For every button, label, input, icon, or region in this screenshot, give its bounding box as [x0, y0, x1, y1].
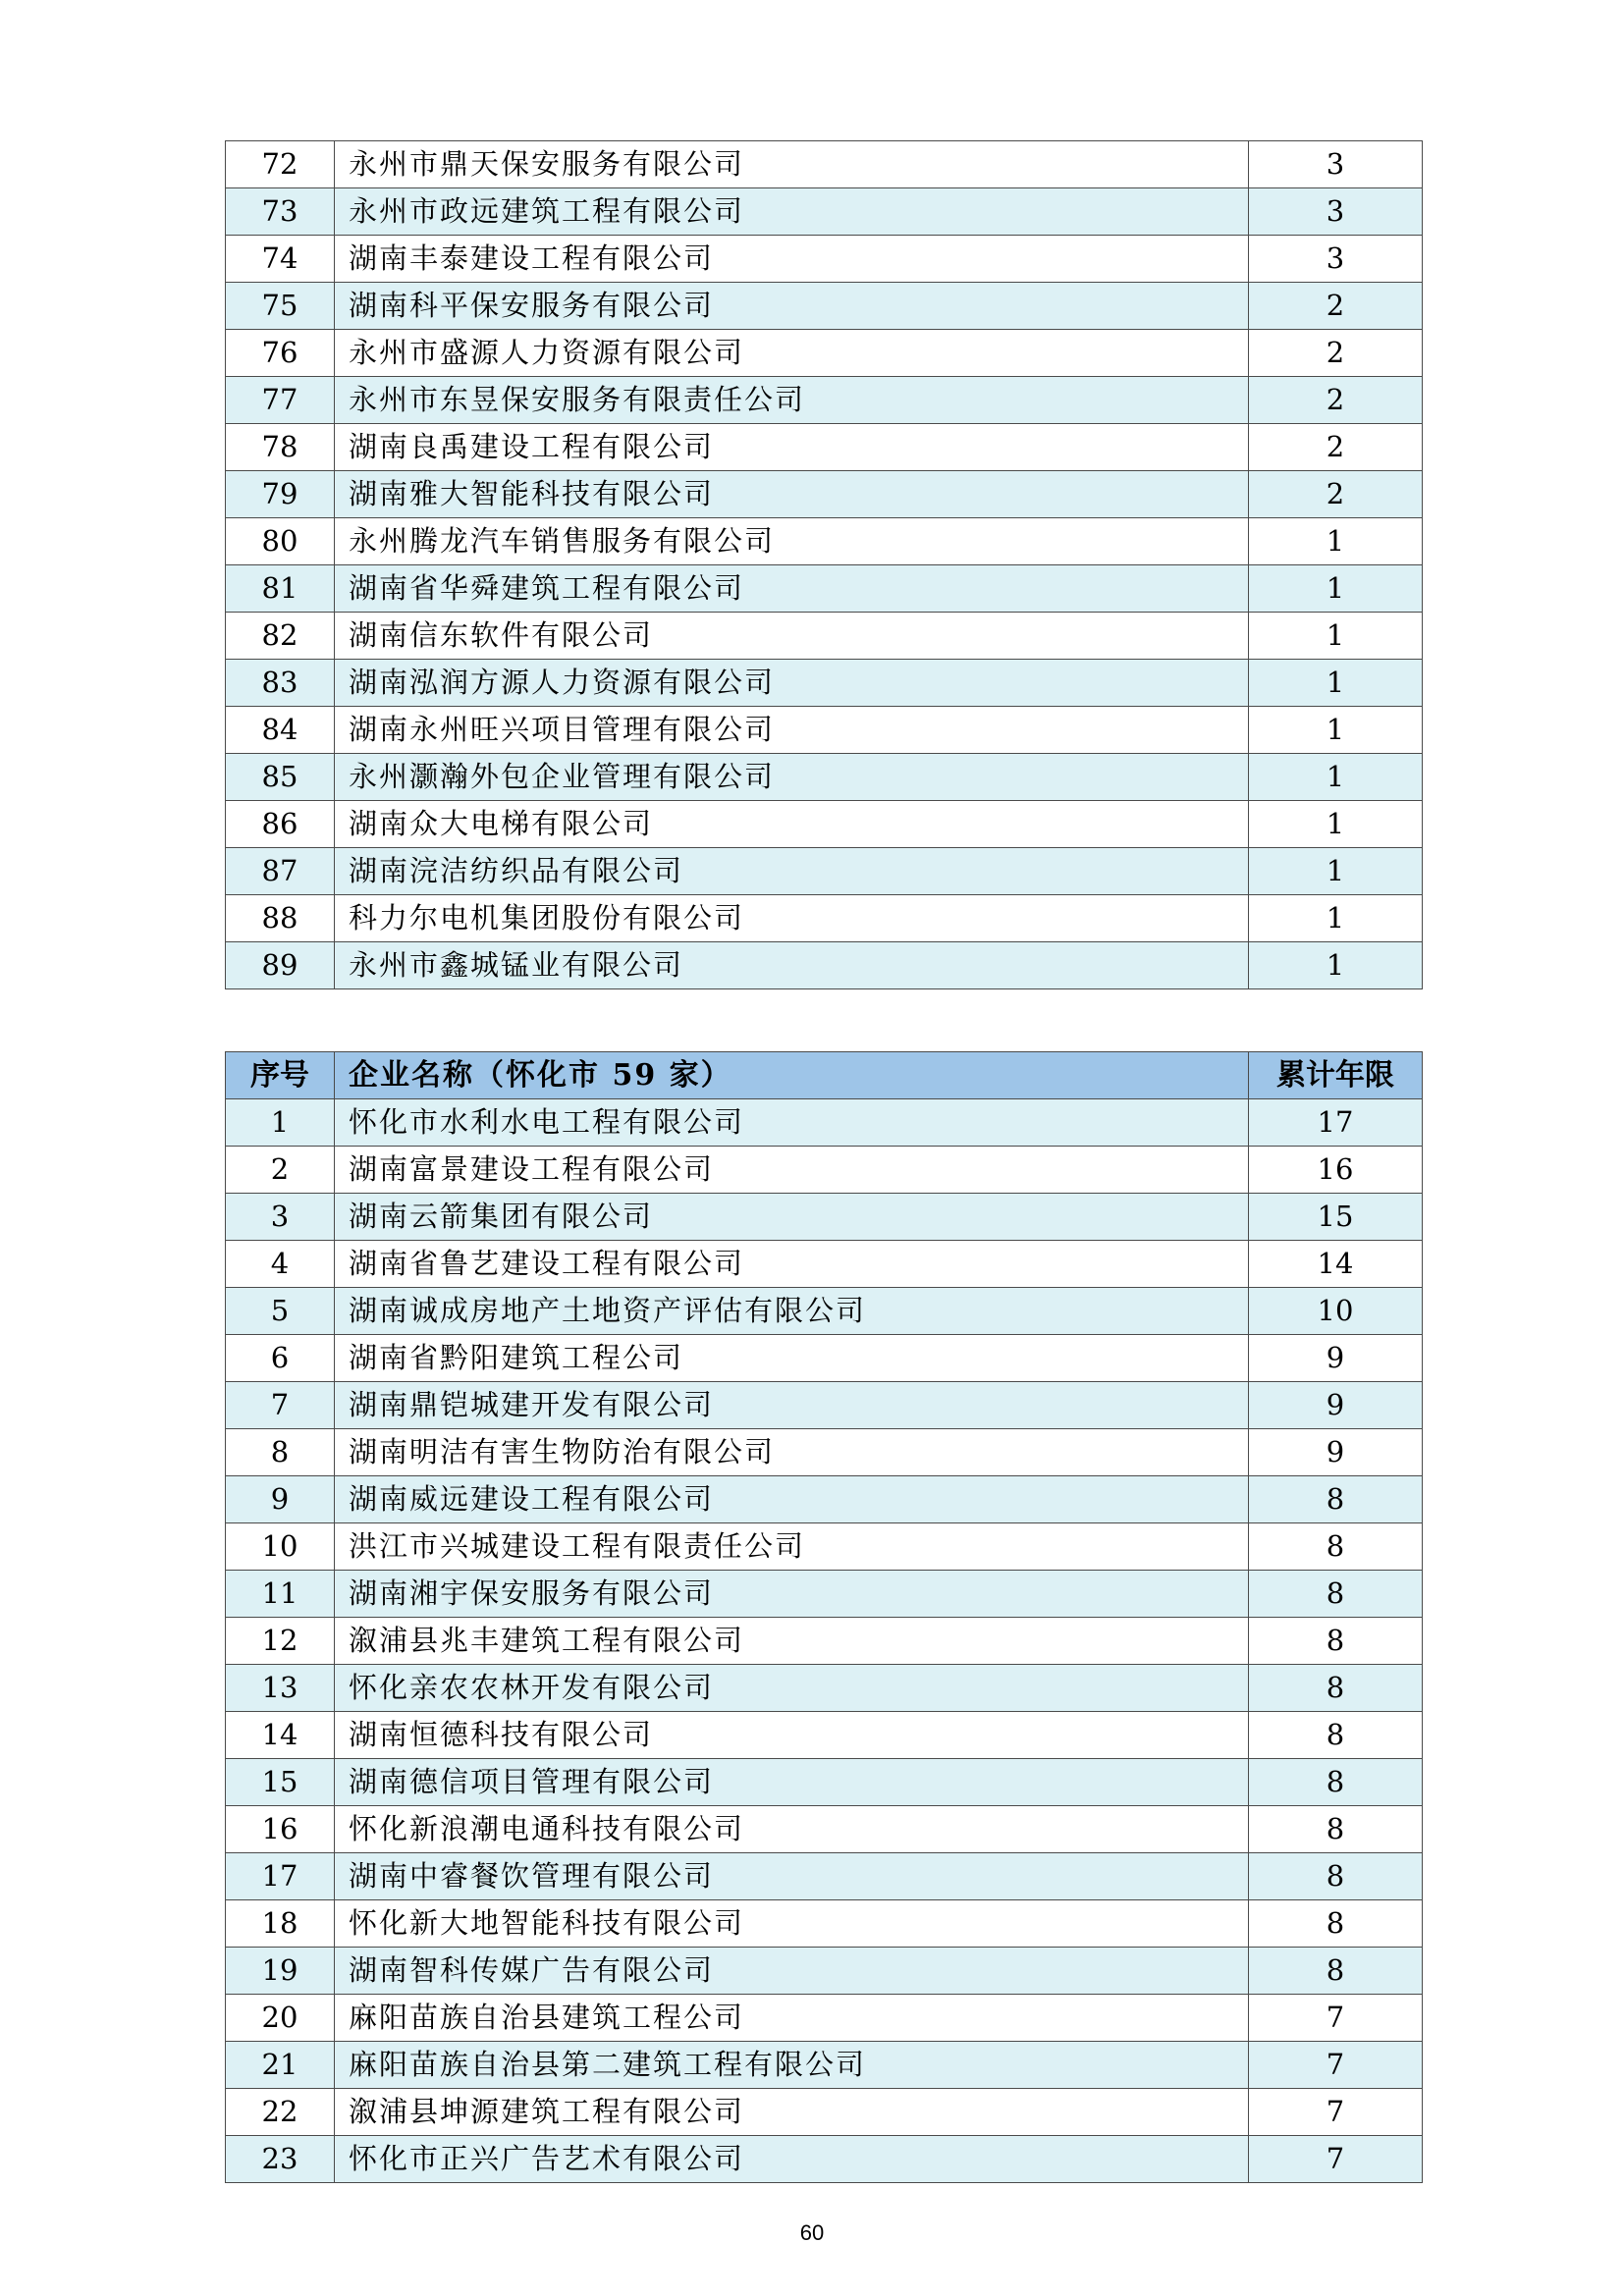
cell-company-name: 湖南永州旺兴项目管理有限公司 [335, 707, 1249, 754]
cell-company-name: 湖南泓润方源人力资源有限公司 [335, 660, 1249, 707]
company-table-yongzhou [225, 140, 1423, 989]
cell-company-name: 麻阳苗族自治县第二建筑工程有限公司 [335, 2042, 1249, 2089]
cell-company-name: 永州市盛源人力资源有限公司 [335, 330, 1249, 377]
cell-serial-number: 85 [226, 754, 335, 801]
cell-serial-number: 12 [226, 1618, 335, 1665]
table-row [226, 613, 1423, 660]
cell-company-name: 湖南丰泰建设工程有限公司 [335, 236, 1249, 283]
cell-cumulative-years: 1 [1249, 613, 1423, 660]
cell-serial-number: 23 [226, 2136, 335, 2183]
table-row [226, 1948, 1423, 1995]
cell-cumulative-years: 1 [1249, 754, 1423, 801]
cell-cumulative-years: 7 [1249, 2089, 1423, 2136]
cell-cumulative-years: 16 [1249, 1147, 1423, 1194]
cell-serial-number: 81 [226, 565, 335, 613]
table-row [226, 1288, 1423, 1335]
table-header-row [226, 1052, 1423, 1099]
table-row [226, 188, 1423, 236]
cell-cumulative-years: 8 [1249, 1476, 1423, 1523]
cell-serial-number: 87 [226, 848, 335, 895]
table-row [226, 377, 1423, 424]
table-row [226, 1335, 1423, 1382]
cell-company-name: 怀化亲农农林开发有限公司 [335, 1665, 1249, 1712]
table-row [226, 424, 1423, 471]
cell-company-name: 湖南良禹建设工程有限公司 [335, 424, 1249, 471]
cell-company-name: 永州市鑫城锰业有限公司 [335, 942, 1249, 989]
cell-serial-number: 2 [226, 1147, 335, 1194]
cell-company-name: 湖南德信项目管理有限公司 [335, 1759, 1249, 1806]
cell-company-name: 洪江市兴城建设工程有限责任公司 [335, 1523, 1249, 1571]
cell-cumulative-years: 8 [1249, 1712, 1423, 1759]
cell-company-name: 溆浦县坤源建筑工程有限公司 [335, 2089, 1249, 2136]
cell-cumulative-years: 15 [1249, 1194, 1423, 1241]
cell-company-name: 科力尔电机集团股份有限公司 [335, 895, 1249, 942]
table-row [226, 1995, 1423, 2042]
table-row [226, 1853, 1423, 1900]
cell-serial-number: 79 [226, 471, 335, 518]
cell-company-name: 怀化市正兴广告艺术有限公司 [335, 2136, 1249, 2183]
cell-company-name: 永州市政远建筑工程有限公司 [335, 188, 1249, 236]
cell-cumulative-years: 14 [1249, 1241, 1423, 1288]
cell-company-name: 湖南众大电梯有限公司 [335, 801, 1249, 848]
cell-serial-number: 6 [226, 1335, 335, 1382]
cell-cumulative-years: 10 [1249, 1288, 1423, 1335]
cell-serial-number: 14 [226, 1712, 335, 1759]
cell-serial-number: 88 [226, 895, 335, 942]
table-row [226, 283, 1423, 330]
cell-serial-number: 74 [226, 236, 335, 283]
cell-company-name: 湖南省华舜建筑工程有限公司 [335, 565, 1249, 613]
table-row [226, 236, 1423, 283]
cell-company-name: 湖南中睿餐饮管理有限公司 [335, 1853, 1249, 1900]
cell-cumulative-years: 7 [1249, 2136, 1423, 2183]
cell-serial-number: 1 [226, 1099, 335, 1147]
table-row [226, 707, 1423, 754]
cell-company-name: 湖南浣洁纺织品有限公司 [335, 848, 1249, 895]
cell-serial-number: 89 [226, 942, 335, 989]
header-company-name: 企业名称（怀化市 59 家） [335, 1052, 1249, 1099]
cell-serial-number: 10 [226, 1523, 335, 1571]
table-row [226, 1665, 1423, 1712]
table-row [226, 1099, 1423, 1147]
cell-company-name: 湖南恒德科技有限公司 [335, 1712, 1249, 1759]
cell-cumulative-years: 1 [1249, 848, 1423, 895]
cell-serial-number: 73 [226, 188, 335, 236]
table-row [226, 141, 1423, 188]
table-row [226, 1382, 1423, 1429]
cell-serial-number: 82 [226, 613, 335, 660]
table-row [226, 1712, 1423, 1759]
cell-cumulative-years: 8 [1249, 1853, 1423, 1900]
cell-serial-number: 19 [226, 1948, 335, 1995]
cell-serial-number: 84 [226, 707, 335, 754]
header-serial-number: 序号 [226, 1052, 335, 1099]
cell-cumulative-years: 3 [1249, 236, 1423, 283]
cell-company-name: 湖南富景建设工程有限公司 [335, 1147, 1249, 1194]
cell-cumulative-years: 7 [1249, 1995, 1423, 2042]
table-row [226, 1806, 1423, 1853]
cell-serial-number: 20 [226, 1995, 335, 2042]
cell-serial-number: 22 [226, 2089, 335, 2136]
table-row [226, 660, 1423, 707]
cell-company-name: 怀化新浪潮电通科技有限公司 [335, 1806, 1249, 1853]
table-row [226, 801, 1423, 848]
cell-cumulative-years: 8 [1249, 1618, 1423, 1665]
cell-serial-number: 17 [226, 1853, 335, 1900]
cell-cumulative-years: 7 [1249, 2042, 1423, 2089]
cell-cumulative-years: 1 [1249, 660, 1423, 707]
cell-cumulative-years: 1 [1249, 942, 1423, 989]
cell-cumulative-years: 2 [1249, 330, 1423, 377]
cell-company-name: 永州灏瀚外包企业管理有限公司 [335, 754, 1249, 801]
table-row [226, 895, 1423, 942]
cell-serial-number: 4 [226, 1241, 335, 1288]
cell-cumulative-years: 3 [1249, 141, 1423, 188]
cell-cumulative-years: 2 [1249, 377, 1423, 424]
cell-serial-number: 21 [226, 2042, 335, 2089]
cell-cumulative-years: 8 [1249, 1759, 1423, 1806]
cell-company-name: 湖南威远建设工程有限公司 [335, 1476, 1249, 1523]
cell-company-name: 湖南诚成房地产土地资产评估有限公司 [335, 1288, 1249, 1335]
table-row [226, 1900, 1423, 1948]
company-table-huaihua [225, 1051, 1423, 2183]
cell-serial-number: 72 [226, 141, 335, 188]
cell-company-name: 怀化新大地智能科技有限公司 [335, 1900, 1249, 1948]
table-row [226, 518, 1423, 565]
cell-serial-number: 77 [226, 377, 335, 424]
cell-serial-number: 7 [226, 1382, 335, 1429]
page-number: 60 [799, 2220, 825, 2245]
cell-cumulative-years: 9 [1249, 1429, 1423, 1476]
cell-serial-number: 86 [226, 801, 335, 848]
cell-serial-number: 15 [226, 1759, 335, 1806]
cell-serial-number: 5 [226, 1288, 335, 1335]
cell-company-name: 永州腾龙汽车销售服务有限公司 [335, 518, 1249, 565]
cell-serial-number: 18 [226, 1900, 335, 1948]
table-row [226, 1476, 1423, 1523]
cell-serial-number: 3 [226, 1194, 335, 1241]
table-row [226, 1759, 1423, 1806]
cell-cumulative-years: 2 [1249, 283, 1423, 330]
table-row [226, 1523, 1423, 1571]
header-cumulative-years: 累计年限 [1249, 1052, 1423, 1099]
table-row [226, 848, 1423, 895]
cell-cumulative-years: 1 [1249, 895, 1423, 942]
table-row [226, 1241, 1423, 1288]
cell-cumulative-years: 8 [1249, 1523, 1423, 1571]
table-row [226, 1194, 1423, 1241]
cell-serial-number: 83 [226, 660, 335, 707]
cell-company-name: 永州市东昱保安服务有限责任公司 [335, 377, 1249, 424]
cell-cumulative-years: 9 [1249, 1335, 1423, 1382]
cell-cumulative-years: 1 [1249, 518, 1423, 565]
table-row [226, 942, 1423, 989]
cell-cumulative-years: 8 [1249, 1948, 1423, 1995]
cell-cumulative-years: 8 [1249, 1900, 1423, 1948]
cell-company-name: 麻阳苗族自治县建筑工程公司 [335, 1995, 1249, 2042]
cell-serial-number: 80 [226, 518, 335, 565]
cell-company-name: 湖南明洁有害生物防治有限公司 [335, 1429, 1249, 1476]
cell-serial-number: 9 [226, 1476, 335, 1523]
cell-company-name: 永州市鼎天保安服务有限公司 [335, 141, 1249, 188]
cell-company-name: 湖南雅大智能科技有限公司 [335, 471, 1249, 518]
cell-cumulative-years: 8 [1249, 1806, 1423, 1853]
table-row [226, 1618, 1423, 1665]
cell-company-name: 湖南科平保安服务有限公司 [335, 283, 1249, 330]
table-row [226, 754, 1423, 801]
cell-company-name: 溆浦县兆丰建筑工程有限公司 [335, 1618, 1249, 1665]
cell-company-name: 湖南鼎铠城建开发有限公司 [335, 1382, 1249, 1429]
cell-company-name: 湖南省鲁艺建设工程有限公司 [335, 1241, 1249, 1288]
table-row [226, 1429, 1423, 1476]
cell-company-name: 湖南信东软件有限公司 [335, 613, 1249, 660]
table-row [226, 2089, 1423, 2136]
cell-company-name: 怀化市水利水电工程有限公司 [335, 1099, 1249, 1147]
table-body [226, 1099, 1423, 2183]
cell-serial-number: 13 [226, 1665, 335, 1712]
cell-serial-number: 16 [226, 1806, 335, 1853]
table-row [226, 330, 1423, 377]
cell-cumulative-years: 1 [1249, 707, 1423, 754]
cell-serial-number: 8 [226, 1429, 335, 1476]
cell-cumulative-years: 8 [1249, 1571, 1423, 1618]
cell-company-name: 湖南智科传媒广告有限公司 [335, 1948, 1249, 1995]
cell-cumulative-years: 2 [1249, 471, 1423, 518]
cell-company-name: 湖南省黔阳建筑工程公司 [335, 1335, 1249, 1382]
cell-serial-number: 78 [226, 424, 335, 471]
table-body [226, 141, 1423, 989]
table-row [226, 2042, 1423, 2089]
table-row [226, 1147, 1423, 1194]
cell-company-name: 湖南湘宇保安服务有限公司 [335, 1571, 1249, 1618]
cell-cumulative-years: 1 [1249, 565, 1423, 613]
cell-cumulative-years: 3 [1249, 188, 1423, 236]
cell-cumulative-years: 8 [1249, 1665, 1423, 1712]
cell-serial-number: 11 [226, 1571, 335, 1618]
cell-cumulative-years: 9 [1249, 1382, 1423, 1429]
cell-cumulative-years: 17 [1249, 1099, 1423, 1147]
table-row [226, 471, 1423, 518]
table-row [226, 1571, 1423, 1618]
cell-company-name: 湖南云箭集团有限公司 [335, 1194, 1249, 1241]
cell-cumulative-years: 1 [1249, 801, 1423, 848]
cell-serial-number: 76 [226, 330, 335, 377]
cell-serial-number: 75 [226, 283, 335, 330]
cell-cumulative-years: 2 [1249, 424, 1423, 471]
table-row [226, 565, 1423, 613]
table-row [226, 2136, 1423, 2183]
